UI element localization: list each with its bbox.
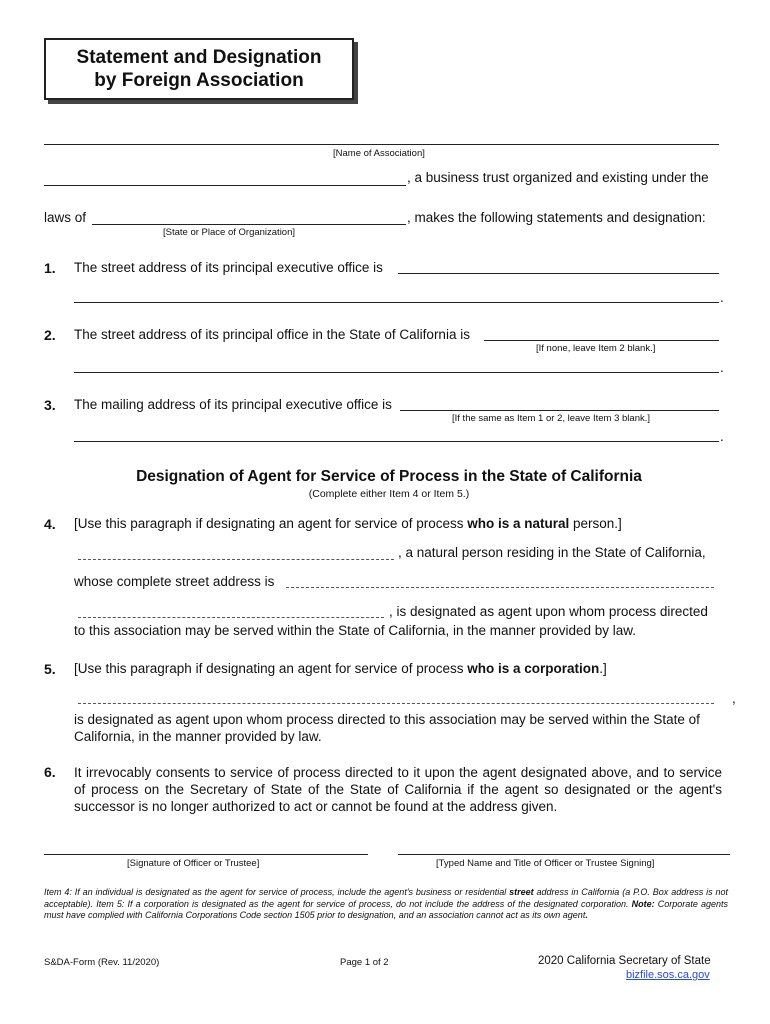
- page-number: Page 1 of 2: [340, 957, 389, 968]
- form-id: S&DA-Form (Rev. 11/2020): [44, 957, 160, 968]
- item-2-hint: [If none, leave Item 2 blank.]: [536, 343, 656, 354]
- item-4-served-text: to this association may be served within the State of California, in the manner provided by law.: [74, 623, 637, 638]
- item-2-field[interactable]: [484, 340, 719, 341]
- form-title-line1: Statement and Designation: [76, 47, 322, 68]
- item-5-intro-b: .]: [599, 661, 607, 676]
- item-1-field-2[interactable]: [74, 302, 719, 303]
- item-4-number: 4.: [44, 516, 56, 532]
- item-3-text: The mailing address of its principal executive office is: [74, 397, 392, 412]
- association-name-field-2[interactable]: [44, 185, 406, 186]
- item-3-period: .: [720, 429, 724, 444]
- item-3-number: 3.: [44, 397, 56, 413]
- signature-label: [Signature of Officer or Trustee]: [127, 858, 260, 869]
- item-1-number: 1.: [44, 260, 56, 276]
- footnote-end: .: [585, 910, 588, 920]
- bizfile-link[interactable]: bizfile.sos.ca.gov: [626, 969, 710, 981]
- form-title-line2: by Foreign Association: [94, 70, 304, 91]
- item-3-hint: [If the same as Item 1 or 2, leave Item 3 blank.]: [452, 413, 651, 424]
- item-5-comma: ,: [732, 691, 736, 706]
- item-4-address-field-2[interactable]: [78, 617, 384, 618]
- association-name-label: [Name of Association]: [333, 148, 425, 159]
- item-3-field-2[interactable]: [74, 441, 719, 442]
- footnote-note: Note:: [631, 898, 655, 909]
- item-3-field[interactable]: [400, 410, 719, 411]
- typed-name-label: [Typed Name and Title of Officer or Trustee Signing]: [436, 858, 655, 869]
- item-4-agent-name-field[interactable]: [78, 559, 394, 560]
- item-1-period: .: [720, 290, 724, 305]
- footnote-a: Item 4: If an individual is designated as the agent for service of process, include the agent's business or residential: [44, 887, 510, 897]
- item-4-intro-bold: who is a natural: [467, 516, 570, 531]
- copyright: 2020 California Secretary of State: [538, 955, 711, 967]
- item-2-field-2[interactable]: [74, 372, 719, 373]
- item-6-number: 6.: [44, 764, 56, 780]
- item-1-text: The street address of its principal executive office is: [74, 260, 383, 275]
- state-field[interactable]: [92, 224, 406, 225]
- item-5-intro-bold: who is a corporation: [467, 661, 600, 676]
- item-5-corporation-field[interactable]: [78, 703, 714, 704]
- item-4-intro-a: [Use this paragraph if designating an agent for service of process: [74, 516, 468, 531]
- footnote-c: Corporate agents must have complied with California Corporations Code section 1505 prior to designation, and an association cannot act as its own agent: [44, 898, 729, 920]
- makes-statements-text: , makes the following statements and designation:: [407, 210, 706, 225]
- footnote-b: address in California (a P.O. Box address is not acceptable). Item 5: If a corporation is designated as the agent for service of process, do not include the address of the designated corporation.: [44, 887, 728, 909]
- association-name-field[interactable]: [44, 144, 719, 145]
- business-trust-text: , a business trust organized and existing under the: [407, 170, 709, 185]
- agent-subheading: (Complete either Item 4 or Item 5.): [308, 488, 470, 500]
- item-1-field[interactable]: [398, 273, 719, 274]
- signature-field[interactable]: [44, 854, 368, 855]
- item-4-address-field[interactable]: [286, 587, 714, 588]
- item-4-designated-text: , is designated as agent upon whom process directed: [389, 604, 708, 619]
- item-5-designated-text: is designated as agent upon whom process directed to this association may be served within the State of California, in the manner provided by law.: [74, 712, 700, 744]
- item-4-whose-address-label: whose complete street address is: [74, 574, 275, 589]
- agent-heading: Designation of Agent for Service of Process in the State of California: [136, 468, 642, 485]
- typed-name-field[interactable]: [398, 854, 730, 855]
- item-2-text: The street address of its principal office in the State of California is: [74, 327, 470, 342]
- item-5-intro: [74, 661, 607, 676]
- item-2-number: 2.: [44, 327, 56, 343]
- state-label: [State or Place of Organization]: [163, 227, 296, 238]
- item-4-intro-b: person.]: [569, 516, 622, 531]
- item-5-intro-a: [Use this paragraph if designating an agent for service of process: [74, 661, 468, 676]
- item-6-text: It irrevocably consents to service of process directed to it upon the agent designated above, and to service of process on the Secretary of State of the State of California if the agent so designated or the agent's successor is no longer authorized to act or cannot be found at the address given.: [74, 765, 722, 814]
- footnote: [44, 887, 728, 922]
- footnote-street: street: [509, 887, 534, 897]
- form-title-box: [44, 38, 354, 100]
- laws-of-label: laws of: [44, 210, 87, 225]
- item-4-natural-person-text: , a natural person residing in the State of California,: [398, 545, 706, 560]
- item-4-intro: [74, 516, 622, 531]
- item-2-period: .: [720, 360, 724, 375]
- item-5-number: 5.: [44, 661, 56, 677]
